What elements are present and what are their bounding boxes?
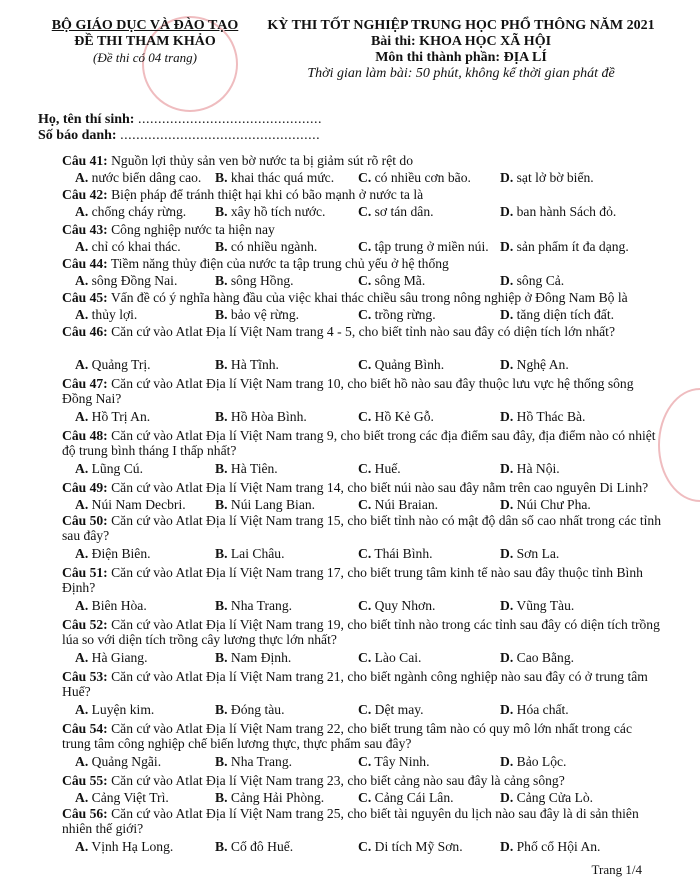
option-text: Cảng Hải Phòng. <box>230 790 325 805</box>
answer-option[interactable] <box>75 357 151 372</box>
option-letter: B. <box>215 170 228 185</box>
answer-option[interactable] <box>500 273 564 288</box>
student-name-line <box>38 112 322 128</box>
option-text: Hà Giang. <box>91 650 148 665</box>
answer-option[interactable] <box>215 307 299 322</box>
option-letter: C. <box>358 754 372 769</box>
option-text: có nhiều cơn bão. <box>374 170 471 185</box>
option-text: Di tích Mỹ Sơn. <box>374 839 463 854</box>
option-text: thủy lợi. <box>91 307 138 322</box>
answer-options <box>75 307 675 322</box>
option-text: Hồ Thác Bà. <box>516 409 586 424</box>
header-left <box>40 18 250 66</box>
question-number: Câu 46: <box>62 324 108 339</box>
question-text: Căn cứ vào Atlat Địa lí Việt Nam trang 4 - 5, cho biết tỉnh nào sau đây có diện tích lớn nhất? <box>111 324 615 339</box>
option-text: Quảng Bình. <box>374 357 445 372</box>
option-text: Hồ Hòa Bình. <box>230 409 307 424</box>
option-letter: B. <box>215 273 228 288</box>
option-letter: C. <box>358 357 372 372</box>
option-text: Sơn La. <box>516 546 560 561</box>
answer-option[interactable] <box>358 598 435 613</box>
question-text: Tiềm năng thủy điện của nước ta tập trung chủ yếu ở hệ thống <box>110 256 449 271</box>
option-text: Quảng Trị. <box>91 357 151 372</box>
option-text: bảo vệ rừng. <box>230 307 300 322</box>
answer-option[interactable] <box>358 497 438 512</box>
answer-option[interactable] <box>358 702 424 717</box>
option-text: Cố đô Huế. <box>230 839 294 854</box>
option-letter: D. <box>500 170 514 185</box>
question-text: Căn cứ vào Atlat Địa lí Việt Nam trang 14, cho biết núi nào sau đây nằm trên cao nguyên Di Linh? <box>111 480 649 495</box>
question-stem <box>62 376 662 406</box>
answer-options <box>75 357 675 372</box>
question-stem <box>62 773 662 788</box>
answer-option[interactable] <box>215 546 284 561</box>
answer-option[interactable] <box>215 204 325 219</box>
answer-options <box>75 273 675 288</box>
header-right <box>256 18 666 82</box>
option-letter: D. <box>500 461 514 476</box>
option-text: Hà Tiên. <box>230 461 278 476</box>
option-letter: B. <box>215 461 228 476</box>
option-letter: D. <box>500 598 514 613</box>
option-letter: A. <box>75 598 89 613</box>
student-id-label: Số báo danh: <box>38 128 117 143</box>
answer-options <box>75 204 675 219</box>
answer-option[interactable] <box>75 790 169 805</box>
answer-option[interactable] <box>358 409 434 424</box>
option-letter: A. <box>75 702 89 717</box>
option-letter: D. <box>500 357 514 372</box>
answer-option[interactable] <box>500 239 629 254</box>
option-letter: C. <box>358 790 372 805</box>
answer-option[interactable] <box>500 409 585 424</box>
option-letter: C. <box>358 839 372 854</box>
option-text: Nha Trang. <box>230 754 293 769</box>
answer-options <box>75 170 675 185</box>
question-number: Câu 41: <box>62 153 108 168</box>
answer-options <box>75 702 675 717</box>
option-letter: A. <box>75 204 89 219</box>
answer-options <box>75 598 675 613</box>
option-text: Vịnh Hạ Long. <box>91 839 174 854</box>
answer-option[interactable] <box>215 409 307 424</box>
option-letter: C. <box>358 307 372 322</box>
answer-option[interactable] <box>500 170 594 185</box>
option-text: Nam Định. <box>230 650 292 665</box>
option-text: Hóa chất. <box>516 702 569 717</box>
option-text: Luyện kim. <box>91 702 155 717</box>
option-text: sông Hồng. <box>230 273 294 288</box>
option-text: Quy Nhơn. <box>374 598 436 613</box>
answer-option[interactable] <box>75 273 177 288</box>
question-number: Câu 48: <box>62 428 108 443</box>
option-letter: A. <box>75 170 89 185</box>
option-letter: D. <box>500 839 514 854</box>
answer-options <box>75 461 675 476</box>
question-text: Căn cứ vào Atlat Địa lí Việt Nam trang 15, cho biết tỉnh nào có mật độ dân số cao nhất trong các tỉnh sau đây? <box>62 513 662 543</box>
option-letter: D. <box>500 409 514 424</box>
answer-option[interactable] <box>500 598 574 613</box>
exam-type: ĐỀ THI THAM KHẢO <box>74 34 216 49</box>
exam-title: KỲ THI TỐT NGHIỆP TRUNG HỌC PHỔ THÔNG NĂM 2021 <box>267 18 655 33</box>
option-letter: A. <box>75 546 89 561</box>
option-text: Điện Biên. <box>91 546 151 561</box>
question-stem <box>62 187 662 202</box>
option-text: Hồ Kẻ Gỗ. <box>374 409 434 424</box>
option-text: tăng diện tích đất. <box>516 307 615 322</box>
question-number: Câu 55: <box>62 773 108 788</box>
option-text: Nghệ An. <box>516 357 569 372</box>
option-letter: A. <box>75 273 89 288</box>
answer-option[interactable] <box>75 307 137 322</box>
question-stem <box>62 669 662 699</box>
answer-option[interactable] <box>75 409 150 424</box>
option-text: sông Cả. <box>516 273 565 288</box>
option-letter: D. <box>500 307 514 322</box>
question-text: Căn cứ vào Atlat Địa lí Việt Nam trang 23, cho biết cảng nào sau đây là cảng sông? <box>111 773 565 788</box>
option-letter: B. <box>215 497 228 512</box>
option-text: Đóng tàu. <box>230 702 285 717</box>
option-text: nước biển dâng cao. <box>91 170 202 185</box>
option-letter: D. <box>500 702 514 717</box>
option-text: Thái Bình. <box>374 546 433 561</box>
question-number: Câu 44: <box>62 256 108 271</box>
option-letter: A. <box>75 461 89 476</box>
answer-option[interactable] <box>358 754 430 769</box>
answer-options <box>75 839 675 854</box>
question-text: Căn cứ vào Atlat Địa lí Việt Nam trang 10, cho biết hồ nào sau đây thuộc lưu vực hệ thống sông Đồng Nai? <box>62 376 634 406</box>
option-text: Cảng Cửa Lò. <box>516 790 594 805</box>
student-id-field[interactable]: .................................................. <box>120 128 321 143</box>
question-text: Căn cứ vào Atlat Địa lí Việt Nam trang 22, cho biết trung tâm nào có quy mô lớn nhất trong các trung tâm công nghiệp chế biến lương thực, thực phẩm sau đây? <box>62 721 632 751</box>
answer-option[interactable] <box>75 754 161 769</box>
option-letter: B. <box>215 839 228 854</box>
option-text: sơ tán dân. <box>374 204 434 219</box>
option-letter: A. <box>75 650 89 665</box>
option-text: xây hồ tích nước. <box>230 204 326 219</box>
option-text: chỉ có khai thác. <box>91 239 181 254</box>
option-letter: A. <box>75 839 89 854</box>
option-letter: B. <box>215 754 228 769</box>
option-letter: B. <box>215 307 228 322</box>
question-stem <box>62 806 662 836</box>
answer-options <box>75 497 675 512</box>
option-letter: A. <box>75 307 89 322</box>
option-text: Nha Trang. <box>230 598 293 613</box>
option-text: Quảng Ngãi. <box>91 754 162 769</box>
answer-option[interactable] <box>75 461 143 476</box>
question-number: Câu 47: <box>62 376 108 391</box>
option-letter: B. <box>215 409 228 424</box>
option-letter: A. <box>75 409 89 424</box>
option-text: Núi Braian. <box>374 497 439 512</box>
option-letter: D. <box>500 790 514 805</box>
option-letter: C. <box>358 409 372 424</box>
option-letter: C. <box>358 204 372 219</box>
answer-options <box>75 650 675 665</box>
answer-option[interactable] <box>215 497 315 512</box>
answer-options <box>75 754 675 769</box>
margin-seal <box>658 388 700 502</box>
option-letter: B. <box>215 598 228 613</box>
option-text: Vũng Tàu. <box>516 598 575 613</box>
answer-option[interactable] <box>358 273 425 288</box>
answer-option[interactable] <box>358 239 489 254</box>
question-number: Câu 51: <box>62 565 108 580</box>
option-letter: D. <box>500 273 514 288</box>
option-letter: C. <box>358 497 372 512</box>
question-stem <box>62 428 662 458</box>
question-number: Câu 53: <box>62 669 108 684</box>
option-letter: C. <box>358 239 372 254</box>
question-stem <box>62 565 662 595</box>
option-text: Phố cổ Hội An. <box>516 839 601 854</box>
answer-option[interactable] <box>358 790 454 805</box>
option-text: Lai Châu. <box>230 546 285 561</box>
student-name-field[interactable]: .............................................. <box>137 112 322 127</box>
option-letter: B. <box>215 239 228 254</box>
option-text: Hà Tĩnh. <box>230 357 279 372</box>
question-text: Căn cứ vào Atlat Địa lí Việt Nam trang 25, cho biết tài nguyên du lịch nào sau đây là di sản thiên nhiên thế giới? <box>62 806 639 836</box>
option-letter: C. <box>358 546 372 561</box>
page-count-note: (Đề thi có 04 trang) <box>93 50 197 65</box>
option-text: Lũng Cú. <box>91 461 143 476</box>
answer-option[interactable] <box>500 650 574 665</box>
answer-option[interactable] <box>358 839 463 854</box>
answer-option[interactable] <box>358 204 434 219</box>
answer-options <box>75 239 675 254</box>
option-text: chống cháy rừng. <box>91 204 187 219</box>
answer-option[interactable] <box>215 702 285 717</box>
option-letter: C. <box>358 461 372 476</box>
answer-option[interactable] <box>215 239 317 254</box>
question-number: Câu 49: <box>62 480 108 495</box>
answer-option[interactable] <box>215 790 324 805</box>
option-text: Tây Ninh. <box>374 754 430 769</box>
option-letter: C. <box>358 598 372 613</box>
option-letter: D. <box>500 546 514 561</box>
question-text: Vấn đề có ý nghĩa hàng đầu của việc khai thác chiều sâu trong nông nghiệp ở Đông Nam Bộ là <box>110 290 628 305</box>
option-letter: D. <box>500 754 514 769</box>
answer-option[interactable] <box>215 170 334 185</box>
option-letter: B. <box>215 357 228 372</box>
answer-option[interactable] <box>500 790 593 805</box>
option-text: Hà Nội. <box>516 461 560 476</box>
option-letter: D. <box>500 239 514 254</box>
option-text: Lào Cai. <box>374 650 422 665</box>
answer-option[interactable] <box>75 239 181 254</box>
option-letter: D. <box>500 497 514 512</box>
answer-option[interactable] <box>500 702 569 717</box>
option-text: trồng rừng. <box>374 307 436 322</box>
option-text: tập trung ở miền núi. <box>374 239 489 254</box>
option-letter: A. <box>75 790 89 805</box>
answer-option[interactable] <box>500 204 616 219</box>
answer-option[interactable] <box>75 546 151 561</box>
answer-option[interactable] <box>75 170 201 185</box>
answer-option[interactable] <box>500 546 559 561</box>
option-text: sông Mã. <box>374 273 426 288</box>
question-text: Căn cứ vào Atlat Địa lí Việt Nam trang 17, cho biết trung tâm kinh tế nào sau đây thuộc tỉnh Bình Định? <box>62 565 643 595</box>
ministry-name: BỘ GIÁO DỤC VÀ ĐÀO TẠO <box>51 18 239 33</box>
option-letter: C. <box>358 170 372 185</box>
question-stem <box>62 721 662 751</box>
question-text: Công nghiệp nước ta hiện nay <box>111 222 275 237</box>
option-text: Núi Nam Decbri. <box>91 497 186 512</box>
option-text: ban hành Sách đỏ. <box>516 204 617 219</box>
option-letter: A. <box>75 754 89 769</box>
answer-option[interactable] <box>75 702 154 717</box>
option-letter: B. <box>215 546 228 561</box>
answer-option[interactable] <box>215 650 291 665</box>
answer-option[interactable] <box>500 754 566 769</box>
option-text: Biên Hòa. <box>91 598 147 613</box>
option-letter: B. <box>215 204 228 219</box>
question-text: Nguồn lợi thủy sản ven bờ nước ta bị giảm sút rõ rệt do <box>111 153 414 168</box>
option-letter: C. <box>358 273 372 288</box>
option-text: khai thác quá mức. <box>230 170 335 185</box>
answer-option[interactable] <box>358 357 444 372</box>
question-stem <box>62 480 662 495</box>
answer-option[interactable] <box>500 307 614 322</box>
subject-name: Môn thi thành phần: ĐỊA LÍ <box>375 50 547 65</box>
answer-option[interactable] <box>75 598 147 613</box>
question-number: Câu 52: <box>62 617 108 632</box>
option-text: Huế. <box>374 461 401 476</box>
question-stem <box>62 222 662 237</box>
answer-option[interactable] <box>358 307 436 322</box>
answer-option[interactable] <box>75 204 186 219</box>
question-stem <box>62 324 662 339</box>
answer-option[interactable] <box>358 461 401 476</box>
option-text: Núi Lang Bian. <box>230 497 316 512</box>
answer-option[interactable] <box>358 546 433 561</box>
answer-option[interactable] <box>358 170 471 185</box>
option-letter: A. <box>75 239 89 254</box>
question-text: Căn cứ vào Atlat Địa lí Việt Nam trang 9, cho biết trong các địa điểm sau đây, địa điểm nào có nhiệt độ trung bình tháng I thấp nhất? <box>62 428 656 458</box>
question-stem <box>62 513 662 543</box>
answer-option[interactable] <box>500 839 600 854</box>
question-number: Câu 42: <box>62 187 108 202</box>
question-number: Câu 43: <box>62 222 108 237</box>
option-letter: A. <box>75 357 89 372</box>
answer-option[interactable] <box>215 839 293 854</box>
option-text: Cảng Cái Lân. <box>374 790 454 805</box>
answer-option[interactable] <box>215 273 294 288</box>
student-id-line <box>38 128 320 144</box>
option-text: Núi Chư Pha. <box>516 497 591 512</box>
option-letter: B. <box>215 790 228 805</box>
option-text: sông Đồng Nai. <box>91 273 178 288</box>
answer-option[interactable] <box>75 650 148 665</box>
option-text: Bảo Lộc. <box>516 754 567 769</box>
option-letter: D. <box>500 650 514 665</box>
answer-option[interactable] <box>215 598 292 613</box>
question-stem <box>62 290 662 305</box>
answer-option[interactable] <box>75 497 186 512</box>
answer-option[interactable] <box>215 461 278 476</box>
option-letter: C. <box>358 650 372 665</box>
option-text: Dệt may. <box>374 702 424 717</box>
option-text: Cảng Việt Trì. <box>91 790 169 805</box>
question-number: Câu 45: <box>62 290 108 305</box>
answer-options <box>75 409 675 424</box>
option-text: có nhiều ngành. <box>230 239 318 254</box>
question-text: Căn cứ vào Atlat Địa lí Việt Nam trang 21, cho biết ngành công nghiệp nào sau đây có ở trung tâm Huế? <box>62 669 648 699</box>
student-name-label: Họ, tên thí sinh: <box>38 112 135 127</box>
paper-name: Bài thi: KHOA HỌC XÃ HỘI <box>370 34 552 49</box>
option-letter: C. <box>358 702 372 717</box>
answer-option[interactable] <box>500 357 569 372</box>
question-stem <box>62 617 662 647</box>
question-number: Câu 56: <box>62 806 108 821</box>
page-number: Trang 1/4 <box>591 862 642 877</box>
answer-option[interactable] <box>500 461 560 476</box>
question-text: Biện pháp để tránh thiệt hại khi có bão mạnh ở nước ta là <box>111 187 424 202</box>
question-number: Câu 50: <box>62 513 108 528</box>
question-stem <box>62 153 662 168</box>
question-stem <box>62 256 662 271</box>
option-text: sản phẩm ít đa dạng. <box>516 239 629 254</box>
answer-option[interactable] <box>215 754 292 769</box>
option-text: sạt lở bờ biển. <box>516 170 594 185</box>
time-limit: Thời gian làm bài: 50 phút, không kể thời gian phát đề <box>307 66 615 81</box>
option-letter: A. <box>75 497 89 512</box>
question-number: Câu 54: <box>62 721 108 736</box>
option-text: Cao Bằng. <box>516 650 575 665</box>
answer-options <box>75 790 675 805</box>
answer-option[interactable] <box>500 497 591 512</box>
option-text: Hồ Trị An. <box>91 409 151 424</box>
option-letter: D. <box>500 204 514 219</box>
answer-option[interactable] <box>215 357 279 372</box>
answer-options <box>75 546 675 561</box>
option-letter: B. <box>215 650 228 665</box>
option-letter: B. <box>215 702 228 717</box>
answer-option[interactable] <box>75 839 173 854</box>
answer-option[interactable] <box>358 650 421 665</box>
question-text: Căn cứ vào Atlat Địa lí Việt Nam trang 19, cho biết tỉnh nào trong các tỉnh sau đây có diện tích trồng lúa so với diện tích trồng cây lương thực lớn nhất? <box>62 617 660 647</box>
